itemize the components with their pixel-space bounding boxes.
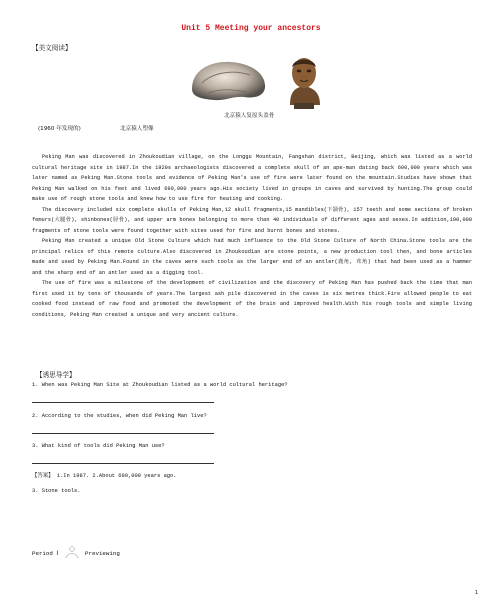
answers-line-2: 3. Stone tools. bbox=[32, 488, 81, 494]
statue-caption: 北京猿人塑像 bbox=[120, 126, 154, 132]
page-title: Unit 5 Meeting your ancestors bbox=[181, 24, 321, 33]
answer-line-3 bbox=[32, 463, 214, 464]
year-caption: (1960 年发现的) bbox=[38, 126, 81, 132]
paragraph: Peking Man was discovered in Zhoukoudian village, on the Longgu Mountain, Fangshan district, Beijing, which was listed as a world cultural heritage site in 1987.In the 1920s archaeologists discovered a complete skull of an ape-man dating back 600,000 years which was later named as Peking Man.Stone tools and evidence of Peking Man's use of fire were later found on the mountain.Studies have shown that Peking Man walked on his feet and lived 690,000 years ago.His society lived in groups in caves and survived by hunting.The group could make use of rough stone tools and knew how to use fire for heating and cooking. bbox=[32, 154, 472, 202]
page-number: 1 bbox=[474, 590, 478, 596]
period-label: Period Ⅰ bbox=[32, 550, 59, 557]
answers-text: 1.In 1987. 2.About 690,000 years ago. bbox=[53, 473, 177, 479]
skull-photo bbox=[186, 55, 268, 105]
skull-caption: 北京猿人复原头盖骨 bbox=[224, 113, 275, 119]
paragraph: The use of fire was a milestone of the development of civilization and the discovery of Peking Man has pushed back the time that man first used it by tens of thousands of years.The largest ash pile discovered in the caves is six metres thick.Fire allowed people to eat cooked food instead of raw food and promoted the development of the brain and improved health.With his rough tools and simple living conditions, Peking Man created a unique and very ancient culture. bbox=[32, 280, 472, 318]
statue-photo bbox=[282, 53, 326, 109]
paragraph: The discovery included six complete skulls of Peking Man,12 skull fragments,15 mandibles(下颌骨), 157 teeth and some sections of broken femurs(大腿骨), shinbones(胫骨), and upper arm bones belonging to more than 40 individuals of different ages and sexes.In addition,100,000 fragments of stone tools were found together with sites used for fire and burnt bones and stones. bbox=[32, 206, 472, 234]
answers-line-1 bbox=[32, 471, 177, 479]
section-guide-label: 【诱思导学】 bbox=[36, 371, 76, 379]
answer-line-1 bbox=[32, 402, 214, 403]
answer-line-2 bbox=[32, 433, 214, 434]
answers-label: 【答案】 bbox=[32, 473, 54, 479]
reading-passage bbox=[32, 152, 472, 320]
question-2: 2. According to the studies, when did Peking Man live? bbox=[32, 413, 207, 419]
question-3: 3. What kind of tools did Peking Man use? bbox=[32, 443, 165, 449]
previewing-label: Previewing bbox=[85, 550, 120, 557]
period-marker-icon bbox=[64, 546, 80, 558]
section-reading-label: 【美文阅读】 bbox=[32, 44, 72, 52]
period-heading bbox=[32, 546, 120, 558]
paragraph: Peking Man created a unique Old Stone Culture which had much influence to the Old Stone Culture of North China.Stone tools are the principal relics of this remote culture.Also discovered in Zhoukoudian are stone points, a new production tool then, and bone articles made and used by Peking Man.Found in the caves were such tools as the larger end of an antler(鹿角, 茸角) that had been used as a hammer and the sharp end of an antler used as a digging tool. bbox=[32, 238, 472, 276]
question-1: 1. When was Peking Man Site at Zhoukoudian listed as a world cultural heritage? bbox=[32, 382, 288, 388]
